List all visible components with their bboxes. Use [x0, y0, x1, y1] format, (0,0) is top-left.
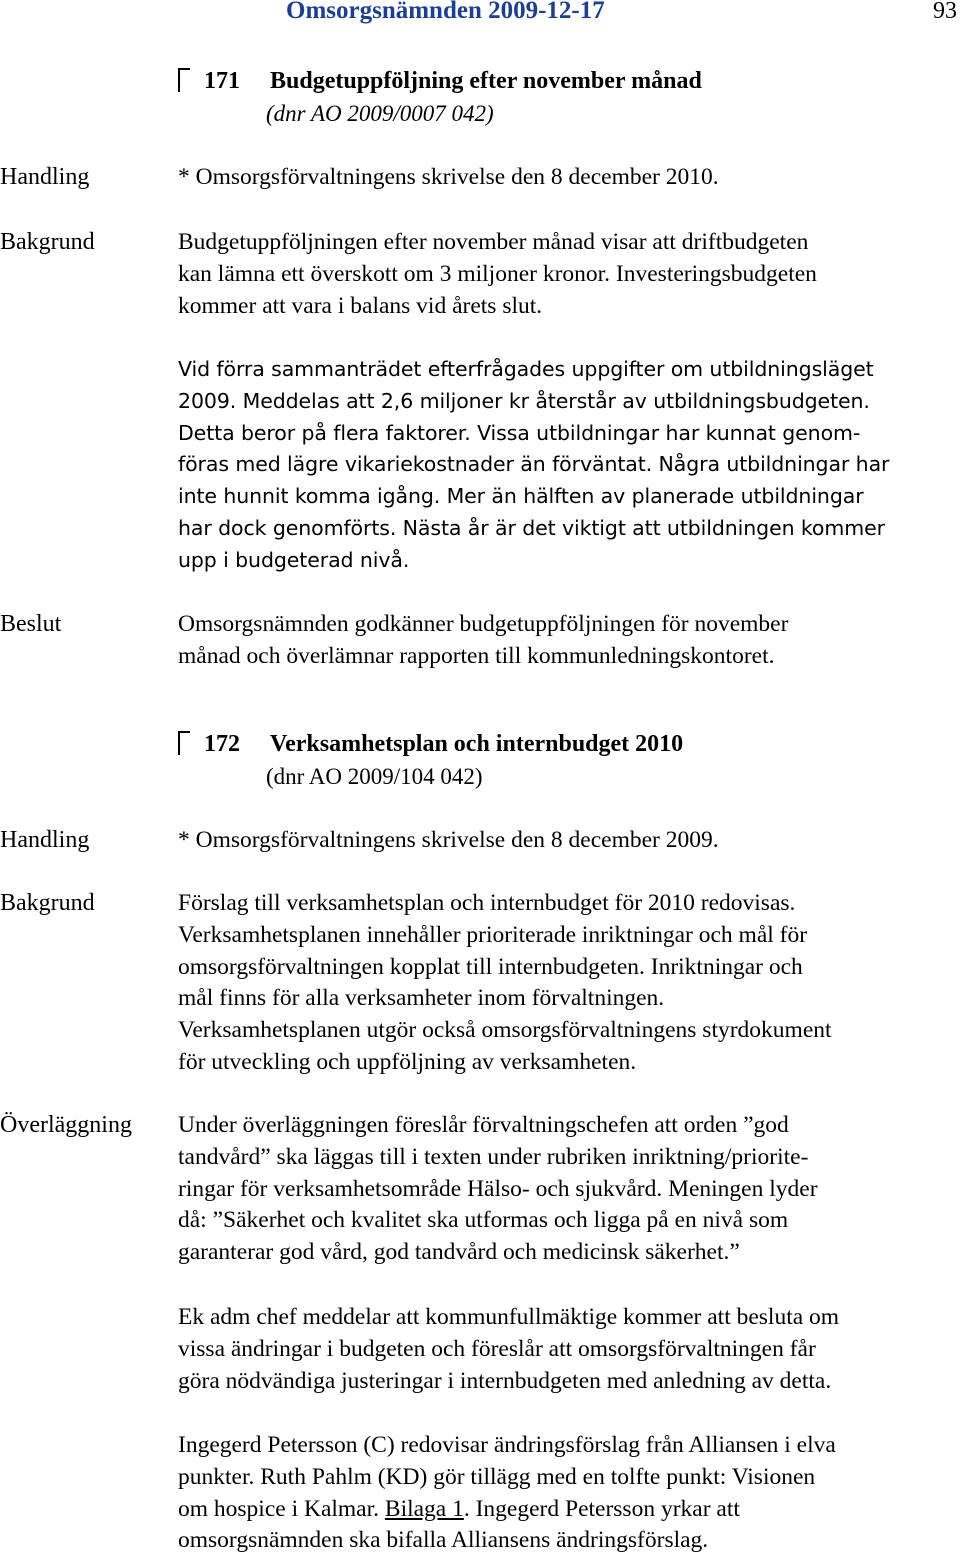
text-line: * Omsorgsförvaltningens skrivelse den 8 december 2010.: [178, 164, 719, 190]
text-line: göra nödvändiga justeringar i internbudgeten med anledning av detta.: [178, 1367, 832, 1394]
text-line: Förslag till verksamhetsplan och internbudget för 2010 redovisas.: [178, 890, 796, 916]
bakgrund-label: Bakgrund: [0, 229, 95, 255]
handling-text: [178, 162, 960, 194]
section-title: Verksamhetsplan och internbudget 2010: [270, 731, 684, 757]
header-title: Omsorgsnämnden 2009-12-17: [286, 0, 605, 24]
text-line: kommer att vara i balans vid årets slut.: [178, 292, 543, 319]
beslut-label: Beslut: [0, 611, 62, 637]
text-line: då: ”Säkerhet och kvalitet ska utformas och ligga på en nivå som: [178, 1207, 789, 1234]
text-line: garanterar god vård, god tandvård och medicinsk säkerhet.”: [178, 1239, 740, 1266]
page-header: [0, 0, 960, 30]
text-fragment: . Ingegerd Petersson yrkar att: [463, 1495, 740, 1522]
page-number: 93: [933, 0, 957, 24]
text-line: * Omsorgsförvaltningens skrivelse den 8 december 2009.: [178, 827, 719, 853]
bakgrund-paragraph-2: [178, 354, 960, 577]
overlaggning-paragraph-2: [178, 1302, 960, 1397]
bilaga-1-link[interactable]: Bilaga 1: [384, 1495, 464, 1522]
text-line: Budgetuppföljningen efter november månad visar att driftbudgeten: [178, 229, 809, 255]
section-172-heading: [178, 731, 683, 758]
text-line: har dock genomförts. Nästa år är det viktigt att utbildningen kommer: [178, 515, 885, 540]
text-line: för utveckling och uppföljning av verksamheten.: [178, 1048, 637, 1075]
text-line: omsorgsnämnden ska bifalla Alliansens ändringsförslag.: [178, 1527, 709, 1554]
text-line: [178, 1494, 960, 1526]
handling-text: [178, 825, 960, 857]
bakgrund-label: Bakgrund: [0, 890, 95, 916]
overlaggning-paragraph-3: [178, 1430, 960, 1557]
handling-label: Handling: [0, 164, 90, 190]
text-line: Verksamhetsplanen innehåller prioriterade inriktningar och mål för: [178, 921, 808, 948]
text-line: Verksamhetsplanen utgör också omsorgsförvaltningens styrdokument: [178, 1017, 832, 1044]
section-171-dnr: (dnr AO 2009/0007 042): [266, 101, 494, 126]
paragraph-marker-icon: [178, 68, 190, 92]
text-line: Vid förra sammanträdet efterfrågades uppgifter om utbildningsläget: [178, 357, 874, 381]
overlaggning-label: Överläggning: [0, 1112, 132, 1138]
text-line: månad och överlämnar rapporten till kommunledningskontoret.: [178, 642, 775, 669]
section-number: 172: [204, 731, 240, 757]
text-line: inte hunnit komma igång. Mer än hälften av planerade utbildningar: [178, 484, 864, 509]
text-fragment: om hospice i Kalmar.: [178, 1495, 385, 1522]
section-number: 171: [204, 68, 240, 94]
text-line: Omsorgsnämnden godkänner budgetuppföljningen för november: [178, 611, 789, 637]
text-line: föras med lägre vikariekostnader än förväntat. Några utbildningar har: [178, 452, 890, 477]
text-line: ringar för verksamhetsområde Hälso- och sjukvård. Meningen lyder: [178, 1175, 818, 1202]
text-line: punkter. Ruth Pahlm (KD) gör tillägg med en tolfte punkt: Visionen: [178, 1463, 816, 1490]
section-171-heading: [178, 68, 702, 95]
text-line: Detta beror på flera faktorer. Vissa utbildningar har kunnat genom-: [178, 420, 861, 445]
text-line: Under överläggningen föreslår förvaltningschefen att orden ”god: [178, 1112, 789, 1138]
text-line: tandvård” ska läggas till i texten under rubriken inriktning/priorite-: [178, 1143, 809, 1170]
beslut-text: [178, 609, 960, 673]
text-line: upp i budgeterad nivå.: [178, 547, 410, 572]
text-line: Ingegerd Petersson (C) redovisar ändringsförslag från Alliansen i elva: [178, 1432, 836, 1458]
text-line: omsorgsförvaltningen kopplat till internbudgeten. Inriktningar och: [178, 953, 803, 980]
text-line: kan lämna ett överskott om 3 miljoner kronor. Investeringsbudgeten: [178, 260, 817, 287]
section-title: Budgetuppföljning efter november månad: [270, 68, 702, 94]
text-line: mål finns för alla verksamheter inom förvaltningen.: [178, 985, 665, 1012]
text-line: vissa ändringar i budgeten och föreslår att omsorgsförvaltningen får: [178, 1335, 816, 1362]
paragraph-marker-icon: [178, 731, 190, 755]
bakgrund-text: [178, 888, 960, 1079]
bakgrund-paragraph-1: [178, 227, 960, 322]
text-line: Ek adm chef meddelar att kommunfullmäktige kommer att besluta om: [178, 1304, 840, 1330]
handling-label: Handling: [0, 827, 90, 853]
text-line: 2009. Meddelas att 2,6 miljoner kr återstår av utbildningsbudgeten.: [178, 388, 870, 413]
section-172-dnr: (dnr AO 2009/104 042): [266, 764, 483, 789]
overlaggning-paragraph-1: [178, 1110, 960, 1269]
